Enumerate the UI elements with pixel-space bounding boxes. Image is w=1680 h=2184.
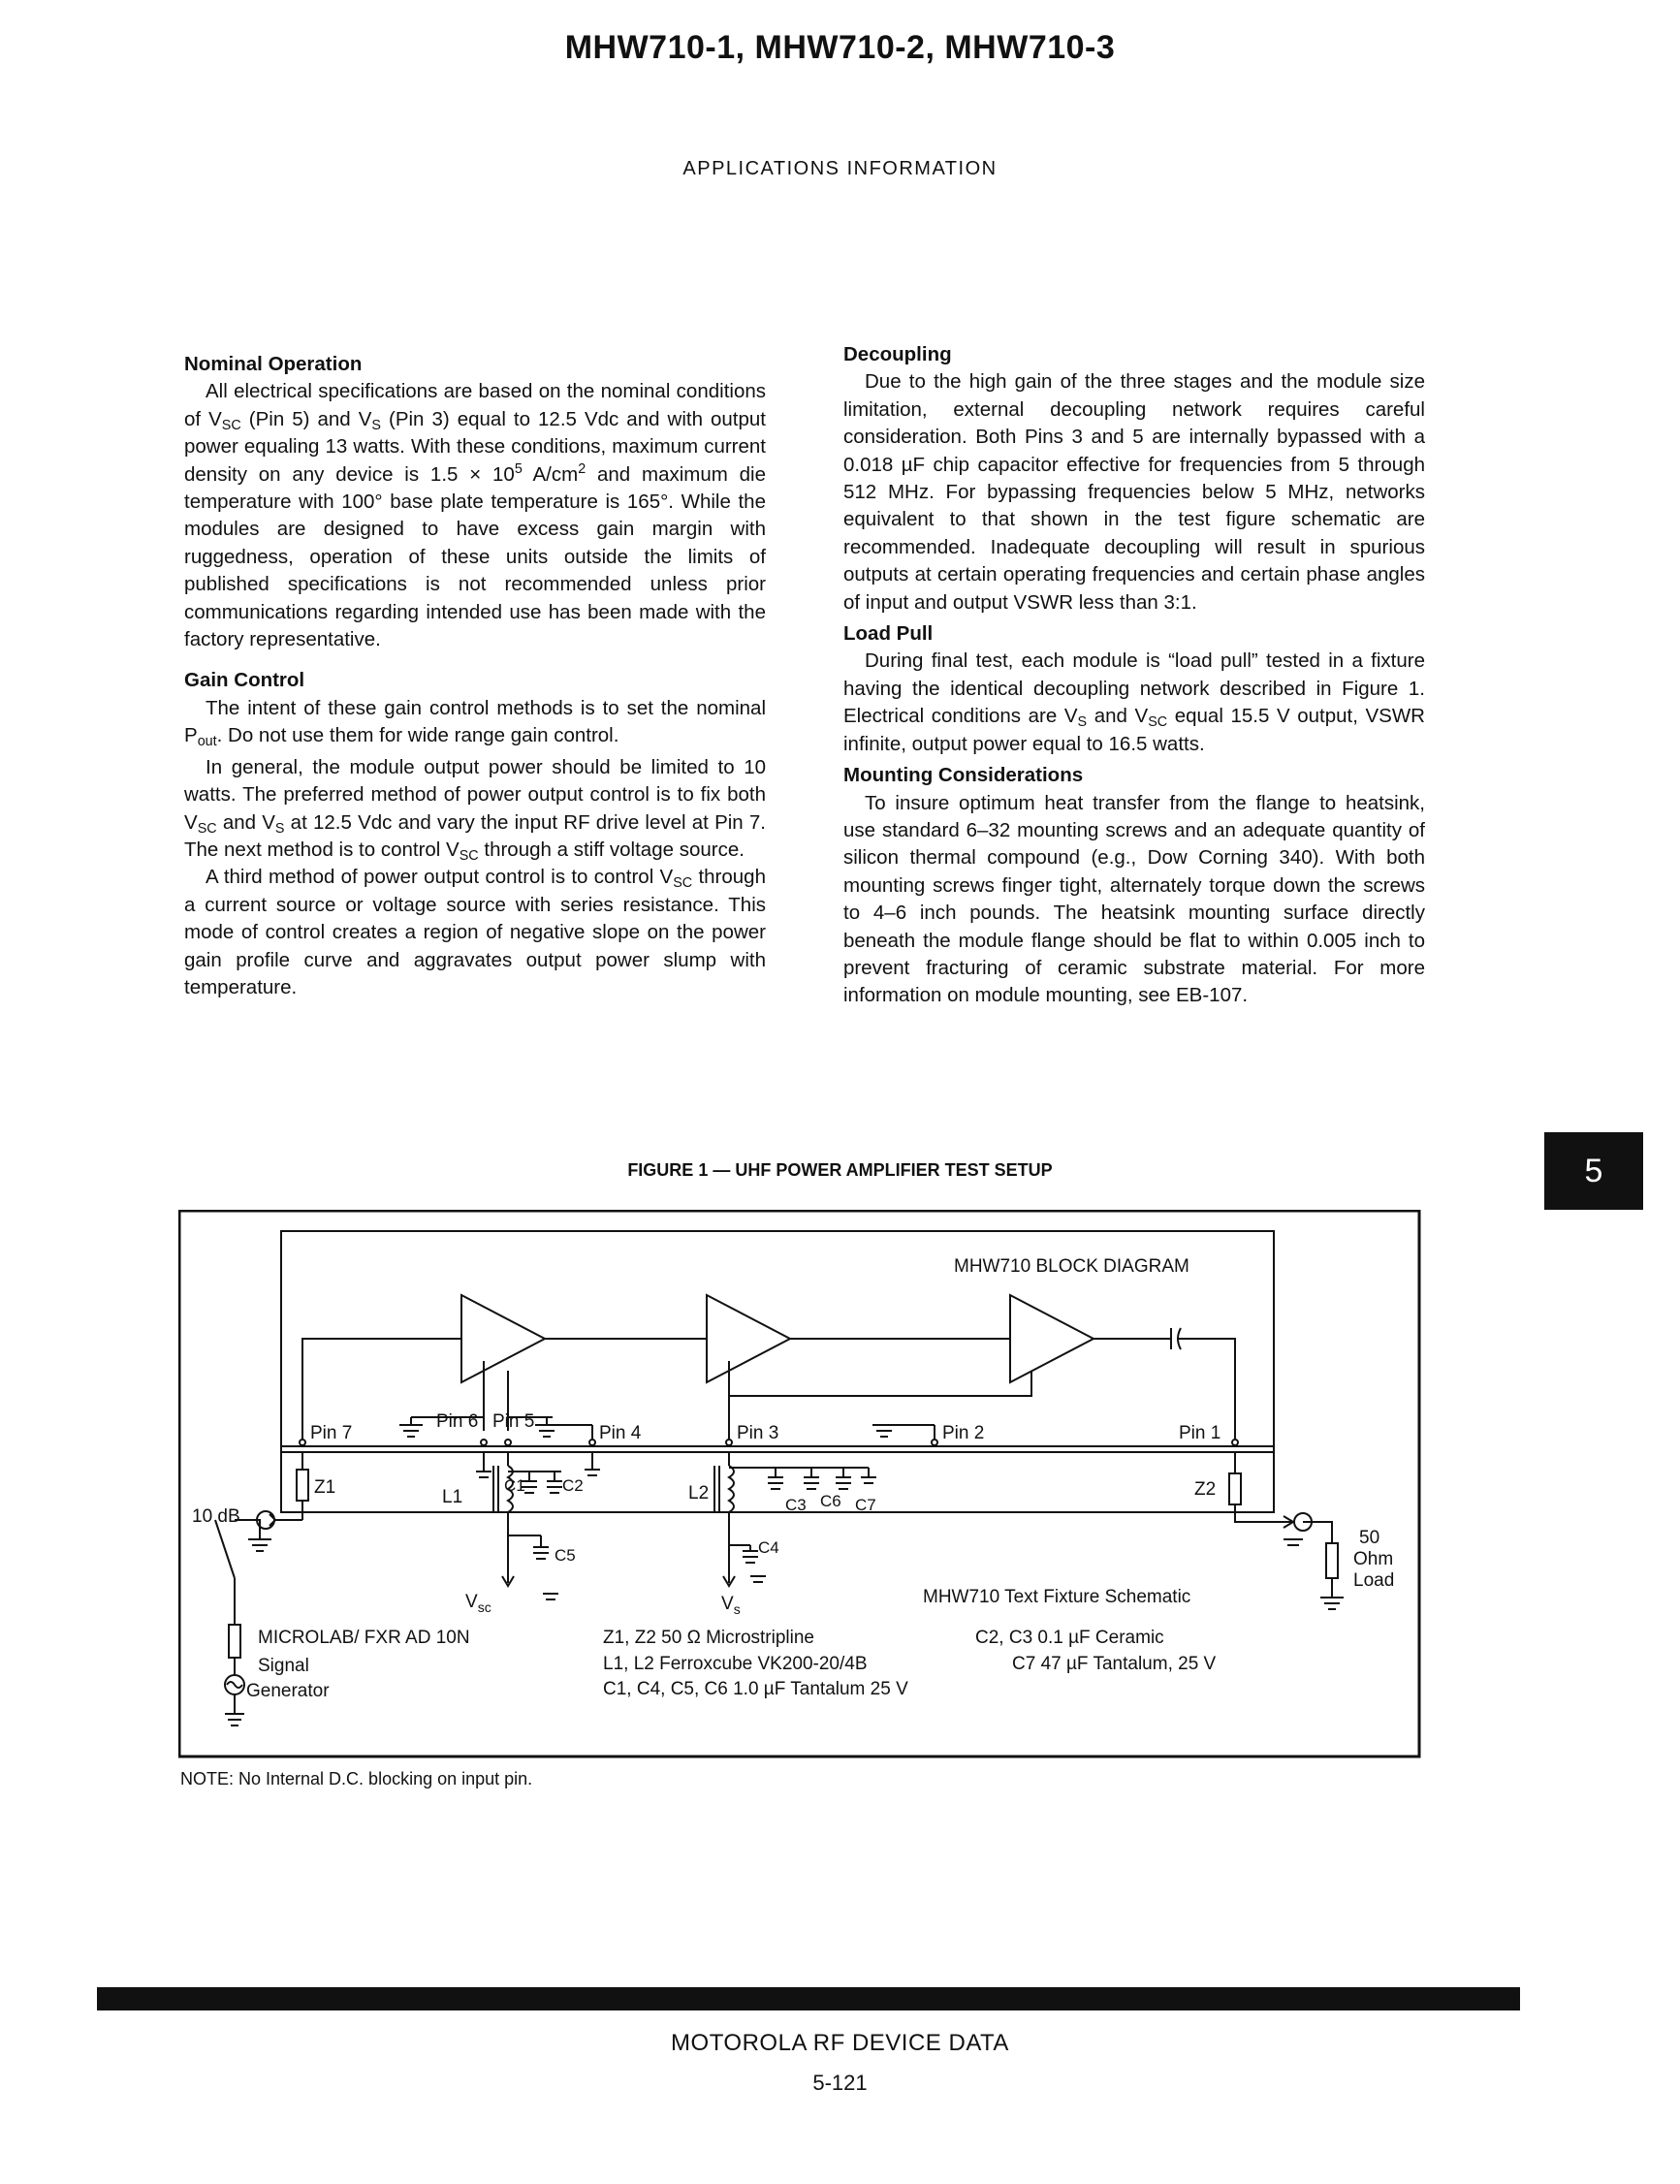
amplifier-stage-2 [707,1295,790,1382]
figure-note: NOTE: No Internal D.C. blocking on input pin. [180,1769,533,1788]
paragraph-load-pull: During final test, each module is “load pull” tested in a fixture having the identical decoupling network described in Figure 1. Electrical conditions are $V_S$ and $V_{SC}$ equal 15.5 V output, VSWR infinite, output power equal to 16.5 watts. [843,649,1425,755]
figure-test-setup [178,1210,1421,1763]
attenuator-model: MICROLAB/ FXR AD 10N [258,1628,470,1648]
heading-nominal-operation: Nominal Operation [184,353,363,375]
paragraph-nominal-operation: All electrical specifications are based on the nominal conditions of $V_{SC}$ (Pin 5) and $V_S$ (Pin 3) equal to 12.5 Vdc and with output power equaling 13 watts. With these conditions, maximum current density on any device is $1.5 \times 10^5$ $A/cm^2$ and maximum die temperature with 100° base plate temperature is 165°. While the modules are designed to have excess gain margin with ruggedness, operation of these units outside the limits of published specifications is not recommended unless prior communications regarding intended use has been made with the factory representative. [184,380,767,651]
z1-microstrip [297,1470,308,1501]
paragraph-gain-control-1: The intent of these gain control methods is to set the nominal $P_{out}$. Do not use them for wide range gain control. [184,696,766,750]
l2-label: L2 [688,1483,710,1503]
block-diagram-label: MHW710 BLOCK DIAGRAM [954,1256,1189,1277]
page-number: 5-121 [812,2071,868,2095]
parts-l: L1, L2 Ferroxcube VK200-20/4B [603,1654,868,1674]
section-tab-marker: 5 [1544,1132,1643,1210]
c4-label: C4 [758,1538,779,1557]
load-unit: Ohm [1353,1549,1394,1569]
paragraph-gain-control-3: A third method of power output control is to control $V_{SC}$ through a current source or voltage source with series resistance. This mode of control creates a region of negative slope on the power gain profile curve and aggravates output power slump with temperature. [184,866,766,998]
load-resistor [1326,1543,1338,1578]
heading-mounting-considerations: Mounting Considerations [843,764,1084,787]
parts-z: Z1, Z2 50 Ω Microstripline [603,1628,814,1648]
parts-c7: C7 47 µF Tantalum, 25 V [1012,1654,1217,1674]
figure-caption: FIGURE 1 — UHF POWER AMPLIFIER TEST SETUP [627,1160,1053,1180]
c6-label: C6 [820,1492,841,1510]
vsc-label: $V_{sc}$ [465,1592,491,1615]
footer-title: MOTOROLA RF DEVICE DATA [671,2030,1009,2056]
pin5-label: Pin 5 [492,1411,535,1432]
generator-label: Generator [246,1681,330,1701]
parts-c-tantalum: C1, C4, C5, C6 1.0 µF Tantalum 25 V [603,1679,908,1699]
c1-label: C1 [504,1476,525,1495]
vs-label: $V_s$ [721,1594,741,1617]
attenuator-label: 10 dB [192,1506,240,1527]
footer-rule [97,1987,1520,2010]
fixture-label: MHW710 Text Fixture Schematic [923,1587,1191,1607]
c3-label: C3 [785,1496,807,1514]
pin3-label: Pin 3 [737,1423,779,1443]
pin4-label: Pin 4 [599,1423,642,1443]
heading-decoupling: Decoupling [843,343,952,365]
section-header: APPLICATIONS INFORMATION [682,158,998,179]
l1-label: L1 [442,1487,463,1507]
amplifier-stage-3 [1010,1295,1094,1382]
l2-inductor [729,1466,734,1512]
paragraph-decoupling: Due to the high gain of the three stages and the module size limitation, external decoupling network requires careful consideration. Both Pins 3 and 5 are internally bypassed with a 0.018 µF chip capacitor effective for frequencies from 5 through 512 MHz. For bypassing frequencies below 5 MHz, networks equivalent to that shown in the test figure schematic are recommended. Inadequate decoupling will result in spurious outputs at certain operating frequencies and certain phase angles of input and output VSWR less than 3:1. [843,370,1425,614]
load-label: Load [1353,1570,1395,1591]
c2-label: C2 [562,1476,584,1495]
pin7-label: Pin 7 [310,1423,353,1443]
right-column [843,341,1425,1010]
left-column [184,351,766,1001]
pin2-label: Pin 2 [942,1423,985,1443]
z2-label: Z2 [1194,1479,1217,1500]
z2-microstrip [1229,1473,1241,1504]
parts-c-ceramic: C2, C3 0.1 µF Ceramic [975,1628,1164,1648]
heading-gain-control: Gain Control [184,669,305,692]
page-title: MHW710-1, MHW710-2, MHW710-3 [564,29,1116,66]
schematic-diagram [178,1210,1421,1758]
heading-load-pull: Load Pull [843,622,934,646]
z1-label: Z1 [314,1477,336,1498]
c5-label: C5 [555,1546,576,1565]
ground-symbol-pin2 [872,1425,896,1437]
load-value: 50 [1359,1528,1380,1548]
figure-frame [179,1211,1419,1757]
paragraph-mounting: To insure optimum heat transfer from the flange to heatsink, use standard 6–32 mounting screws and an adequate quantity of silicon thermal compound (e.g., Dow Corning 340). With both mounting screws finger tight, alternately torque down the screws to 4–6 inch pounds. The heatsink mounting surface directly beneath the module flange should be flat to within 0.005 inch to prevent fracturing of ceramic substrate material. For more information on module mounting, see EB-107. [843,791,1425,1007]
paragraph-gain-control-2: In general, the module output power should be limited to 10 watts. The preferred method of power output control is to fix both $V_{SC}$ and $V_S$ at 12.5 Vdc and vary the input RF drive level at Pin 7. The next method is to control $V_{SC}$ through a stiff voltage source. [184,755,766,864]
c7-label: C7 [855,1496,876,1514]
pin1-label: Pin 1 [1179,1423,1221,1443]
amplifier-stage-1 [461,1295,545,1382]
attenuator-pad [229,1625,240,1658]
pin6-label: Pin 6 [436,1411,479,1432]
signal-label: Signal [258,1656,309,1676]
